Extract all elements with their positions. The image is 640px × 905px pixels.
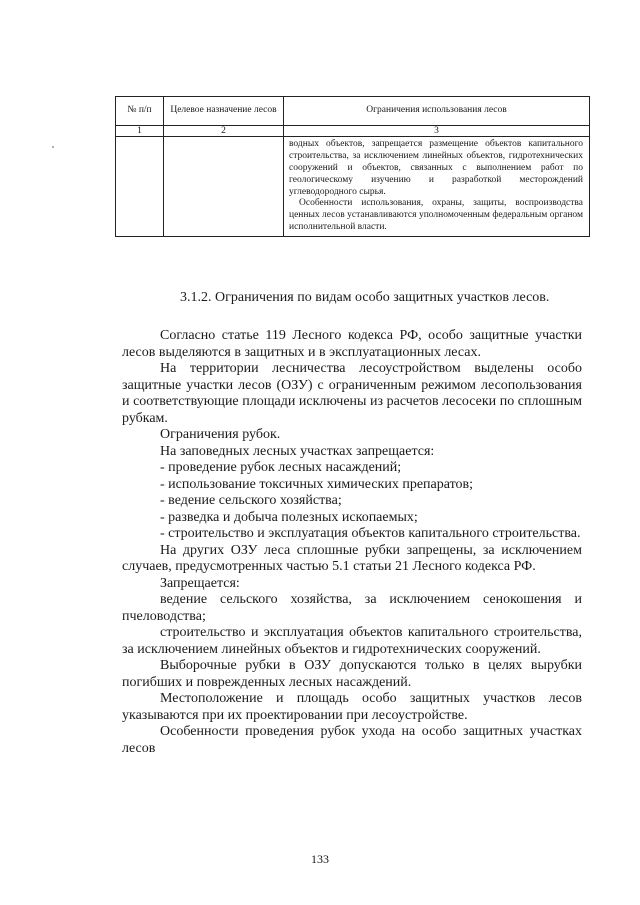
row-purpose-cell — [164, 137, 284, 237]
colnum-2: 2 — [164, 126, 284, 137]
paragraph: Согласно статье 119 Лесного кодекса РФ, особо защитные участки лесов выделяются в защитных и в эксплуатационных лесах. — [122, 328, 582, 360]
row-restrictions-cell — [284, 137, 590, 237]
body-text — [122, 328, 582, 757]
header-restrictions: Ограничения использования лесов — [284, 97, 590, 126]
paragraph: Местоположение и площадь особо защитных участков лесов указываются при их проектировании при лесоустройстве. — [122, 691, 582, 723]
header-purpose: Целевое назначение лесов — [164, 97, 284, 126]
list-item: - ведение сельского хозяйства; — [160, 493, 342, 508]
list-item: - проведение рубок лесных насаждений; — [160, 460, 402, 475]
list-item: - использование токсичных химических препаратов; — [160, 476, 474, 492]
table-colnum-row — [116, 126, 590, 137]
table-header-row — [116, 97, 590, 126]
paragraph: Выборочные рубки в ОЗУ допускаются только в целях вырубки погибших и поврежденных лесных насаждений. — [122, 658, 582, 690]
header-num: № п/п — [116, 97, 164, 126]
paragraph: Особенности проведения рубок ухода на особо защитных участках лесов — [122, 724, 582, 756]
list-item: - разведка и добыча полезных ископаемых; — [160, 509, 418, 525]
table-row — [116, 137, 590, 237]
paragraph: Ограничения рубок. — [160, 427, 281, 442]
colnum-3: 3 — [284, 126, 590, 137]
colnum-1: 1 — [116, 126, 164, 137]
paragraph: строительство и эксплуатация объектов капитального строительства, за исключением линейных объектов и гидротехнических сооружений. — [122, 625, 582, 657]
paragraph: ведение сельского хозяйства, за исключением сенокошения и пчеловодства; — [122, 592, 582, 624]
paragraph: На других ОЗУ леса сплошные рубки запрещены, за исключением случаев, предусмотренных частью 5.1 статьи 21 Лесного кодекса РФ. — [122, 542, 582, 574]
list-item: - строительство и эксплуатация объектов капитального строительства. — [160, 526, 581, 541]
paragraph: На заповедных лесных участках запрещается: — [160, 443, 435, 459]
paragraph: Запрещается: — [160, 575, 240, 591]
page-number: 133 — [311, 852, 329, 866]
restriction-text-1: водных объектов, запрещается размещение объектов капитального строительства, за исключением линейных объектов, гидротехнических сооружений и объектов, связанных с выполнением работ по геологическому изучению и разработкой месторождений углеводородного сырья. — [289, 139, 583, 197]
restrictions-table — [115, 96, 590, 237]
section-heading: 3.1.2. Ограничения по видам особо защитных участков лесов. — [180, 290, 550, 305]
paragraph: На территории лесничества лесоустройством выделены особо защитные участки лесов (ОЗУ) с ограниченным режимом лесопользования и соответствующие площади исключены из расчетов лесосеки по сплошным рубкам. — [122, 361, 582, 426]
restriction-text-2: Особенности использования, охраны, защиты, воспроизводства ценных лесов устанавливаются уполномоченным федеральным органом исполнительной власти. — [289, 198, 583, 233]
scan-speck — [52, 146, 54, 148]
row-num-cell — [116, 137, 164, 237]
